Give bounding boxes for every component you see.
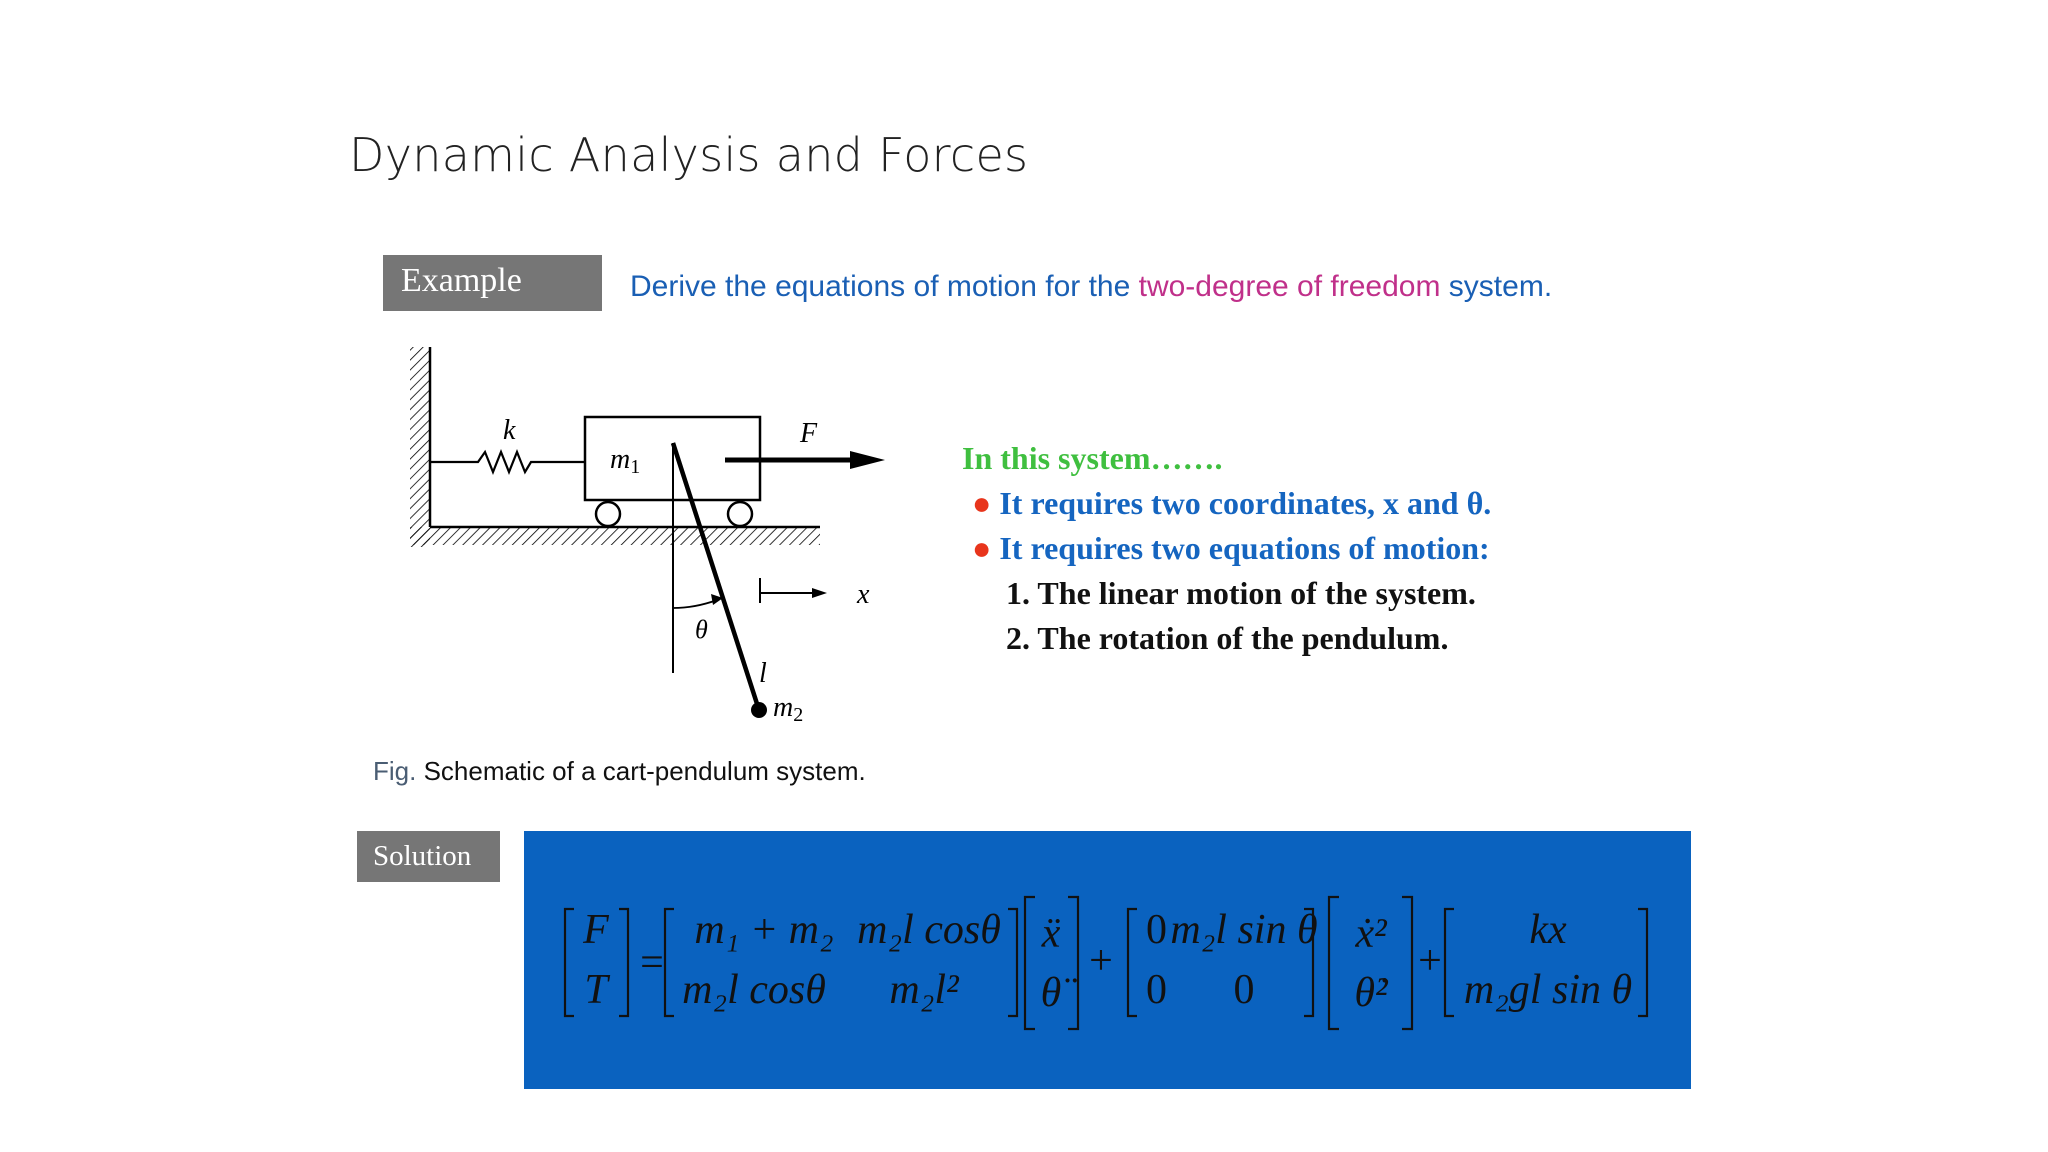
spring [430, 452, 585, 472]
eq-vel-top: ẋ² [1355, 911, 1387, 957]
eq-plus-2: + [1418, 938, 1442, 984]
slide-title: Dynamic Analysis and Forces [349, 128, 1029, 182]
bullet-1-text: It requires two coordinates, x and θ. [991, 485, 1492, 521]
bob-mass-label: m2 [773, 692, 804, 726]
cart-wheel-left [596, 502, 620, 526]
eq-c22: 0 [1233, 967, 1255, 1013]
ground-hatching [410, 527, 820, 545]
eq-m12: m₂l cosθ [857, 907, 1001, 953]
eq-m11: m₁ + m₂ [694, 907, 834, 953]
eq-acc-top: ẍ [1041, 911, 1061, 957]
force-label: F [800, 418, 818, 449]
task-statement [630, 270, 1552, 304]
eq-lhs-top: F [583, 907, 609, 953]
cart-mass-label: m1 [610, 444, 641, 478]
caption-fig-label: Fig. [373, 756, 417, 786]
notes-item-1: 1. The linear motion of the system. [1006, 575, 1476, 611]
x-coordinate-arrowhead [812, 588, 827, 598]
angle-arc [673, 600, 717, 608]
caption-text: Schematic of a cart-pendulum system. [416, 756, 866, 786]
task-prefix: Derive the equations of motion for the [630, 270, 1139, 303]
solution-equation-box [524, 831, 1691, 1089]
bullet-dot: ● [972, 485, 992, 521]
eq-c21: 0 [1146, 967, 1167, 1013]
eq-equals: = [640, 940, 664, 986]
task-suffix: system. [1440, 270, 1553, 303]
eq-m22: m₂l² [889, 967, 959, 1013]
eq-lhs-bottom: T [584, 967, 608, 1013]
eq-g-top: kx [1529, 907, 1567, 953]
solution-label: Solution [357, 831, 500, 882]
eq-m21: m₂l cosθ [682, 967, 826, 1013]
notes-item-2: 2. The rotation of the pendulum. [1006, 620, 1449, 656]
notes-bullet-1 [962, 481, 1491, 526]
example-label: Example [383, 255, 602, 311]
notes-heading: In this system……. [962, 440, 1223, 476]
eq-g-bottom: m₂gl sin θ [1463, 967, 1633, 1013]
notes-bullet-2 [962, 526, 1491, 571]
bullet-2-text: It requires two equations of motion: [991, 530, 1490, 566]
eq-plus-1: + [1089, 938, 1113, 984]
wall-hatching [410, 347, 430, 547]
eq-acc-bottom: θ̈ [1040, 970, 1062, 1016]
cart-pendulum-diagram [395, 335, 915, 735]
pendulum-bob [751, 702, 767, 718]
figure-caption [373, 756, 866, 787]
notes-block [962, 436, 1491, 661]
eq-c11: 0 [1146, 907, 1167, 953]
eq-c12: m₂l sin θ [1170, 907, 1318, 953]
bullet-dot: ● [972, 530, 992, 566]
spring-k-label: k [503, 415, 516, 446]
x-coordinate-label: x [857, 579, 870, 610]
cart-wheel-right [728, 502, 752, 526]
task-highlight: two-degree of freedom [1138, 270, 1441, 303]
pendulum-length-label: l [759, 658, 767, 689]
eq-vel-bottom: θ̇² [1354, 970, 1388, 1016]
equation [524, 831, 1691, 1089]
force-arrow-head [850, 451, 885, 469]
angle-theta-label: θ [695, 615, 708, 644]
